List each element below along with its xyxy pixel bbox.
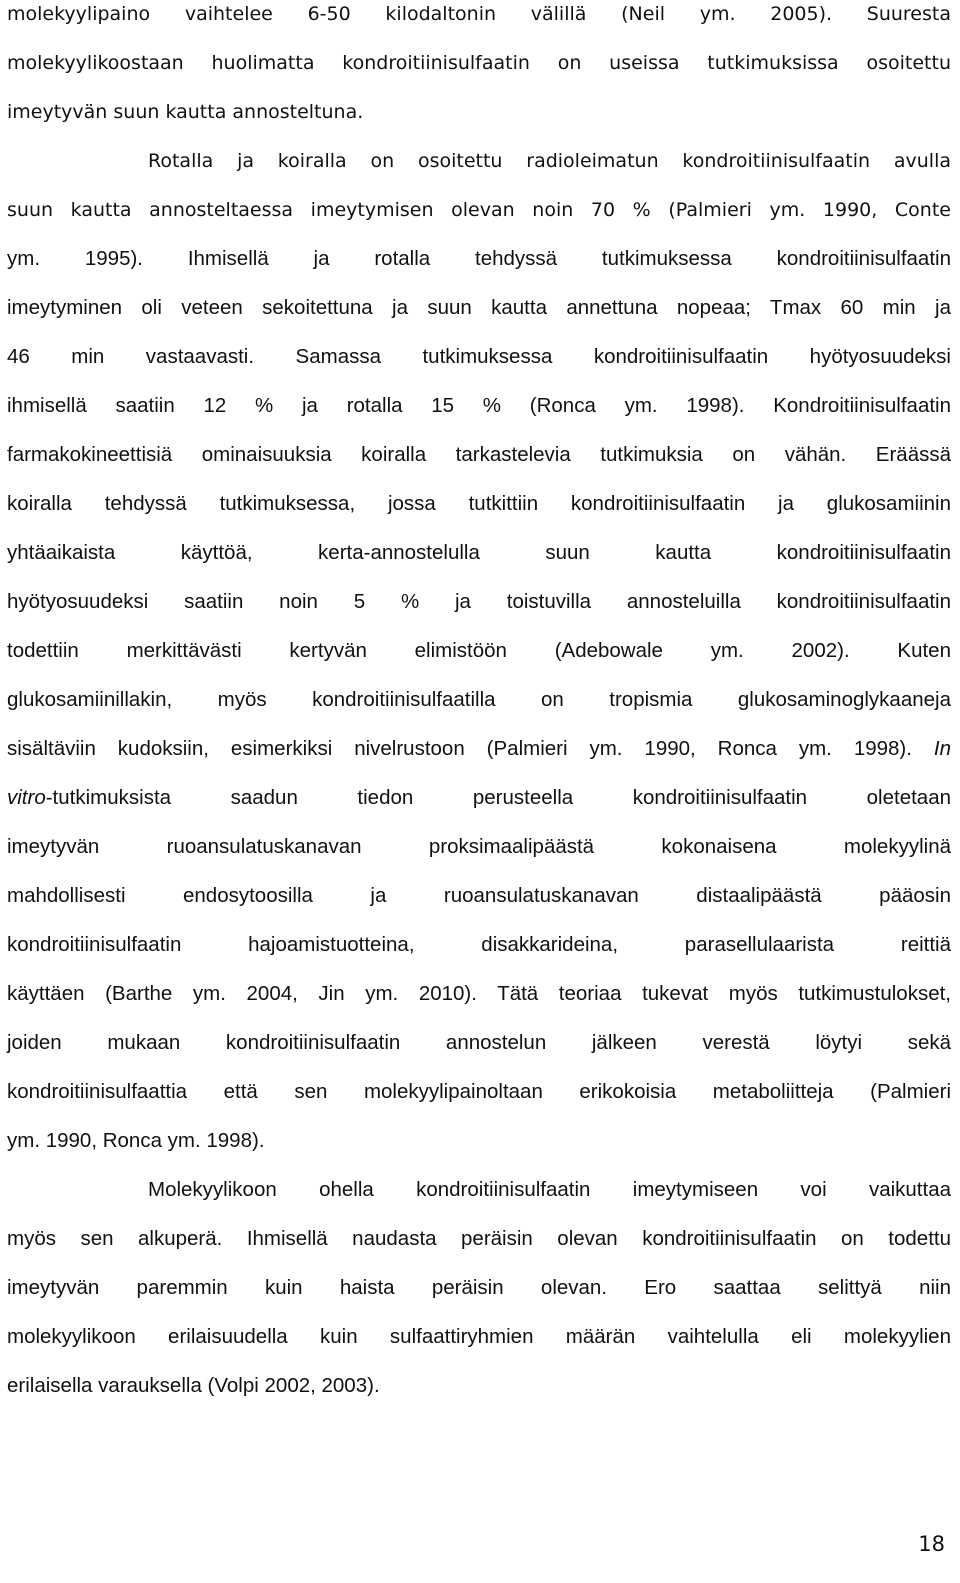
text-line: kondroitiinisulfaatin hajoamistuotteina, disakkarideina, parasellulaarista reittiä: [7, 933, 951, 956]
italic-text: vitro: [7, 786, 46, 809]
text-line: [7, 778, 951, 818]
text-line: molekyylikoostaan huolimatta kondroitiinisulfaatin on useissa tutkimuksissa osoitettu: [7, 52, 951, 74]
text-line: ihmisellä saatiin 12 % ja rotalla 15 % (Ronca ym. 1998). Kondroitiinisulfaatin: [7, 394, 951, 417]
text-line: todettiin merkittävästi kertyvän elimistöön (Adebowale ym. 2002). Kuten: [7, 639, 951, 662]
text-line: hyötyosuudeksi saatiin noin 5 % ja toistuvilla annosteluilla kondroitiinisulfaatin: [7, 590, 951, 613]
text-line: käyttäen (Barthe ym. 2004, Jin ym. 2010). Tätä teoriaa tukevat myös tutkimustulokset,: [7, 982, 951, 1005]
text-line: ym. 1990, Ronca ym. 1998).: [7, 1129, 265, 1152]
text-line: suun kautta annosteltaessa imeytymisen olevan noin 70 % (Palmieri ym. 1990, Conte: [7, 199, 951, 221]
text-line: Rotalla ja koiralla on osoitettu radioleimatun kondroitiinisulfaatin avulla: [148, 150, 951, 172]
text-line: imeytyvän suun kautta annosteltuna.: [7, 101, 364, 123]
text-line: molekyylikoon erilaisuudella kuin sulfaattiryhmien määrän vaihtelulla eli molekyylien: [7, 1325, 951, 1348]
text-line: ym. 1995). Ihmisellä ja rotalla tehdyssä tutkimuksessa kondroitiinisulfaatin: [7, 247, 951, 270]
text-line: [7, 729, 951, 769]
text-line: farmakokineettisiä ominaisuuksia koiralla tarkastelevia tutkimuksia on vähän. Eräässä: [7, 443, 951, 466]
text-line: koiralla tehdyssä tutkimuksessa, jossa tutkittiin kondroitiinisulfaatin ja glukosamiinin: [7, 492, 951, 515]
text-span: sisältäviin kudoksiin, esimerkiksi nivelrustoon (Palmieri ym. 1990, Ronca ym. 1998).: [7, 737, 912, 760]
text-line: kondroitiinisulfaattia että sen molekyylipainoltaan erikokoisia metaboliitteja (Palmieri: [7, 1080, 951, 1103]
italic-text: In: [933, 737, 951, 760]
page-number: 18: [918, 1532, 945, 1556]
text-line: imeytyvän paremmin kuin haista peräisin olevan. Ero saattaa selittyä niin: [7, 1276, 951, 1299]
text-line: yhtäaikaista käyttöä, kerta-annostelulla suun kautta kondroitiinisulfaatin: [7, 541, 951, 564]
text-line: glukosamiinillakin, myös kondroitiinisulfaatilla on tropismia glukosaminoglykaaneja: [7, 688, 951, 711]
text-line: erilaisella varauksella (Volpi 2002, 2003).: [7, 1374, 380, 1397]
text-line: imeytyvän ruoansulatuskanavan proksimaalipäästä kokonaisena molekyylinä: [7, 835, 951, 858]
text-line: Molekyylikoon ohella kondroitiinisulfaatin imeytymiseen voi vaikuttaa: [148, 1178, 951, 1201]
text-line: myös sen alkuperä. Ihmisellä naudasta peräisin olevan kondroitiinisulfaatin on todettu: [7, 1227, 951, 1250]
text-line: mahdollisesti endosytoosilla ja ruoansulatuskanavan distaalipäästä pääosin: [7, 884, 951, 907]
text-line: molekyylipaino vaihtelee 6-50 kilodaltonin välillä (Neil ym. 2005). Suuresta: [7, 3, 951, 25]
text-line: imeytyminen oli veteen sekoitettuna ja suun kautta annettuna nopeaa; Tmax 60 min ja: [7, 296, 951, 319]
text-line: joiden mukaan kondroitiinisulfaatin annostelun jälkeen verestä löytyi sekä: [7, 1031, 951, 1054]
text-line: 46 min vastaavasti. Samassa tutkimuksessa kondroitiinisulfaatin hyötyosuudeksi: [7, 345, 951, 368]
text-span: -tutkimuksista saadun tiedon perusteella kondroitiinisulfaatin oletetaan: [45, 786, 951, 809]
